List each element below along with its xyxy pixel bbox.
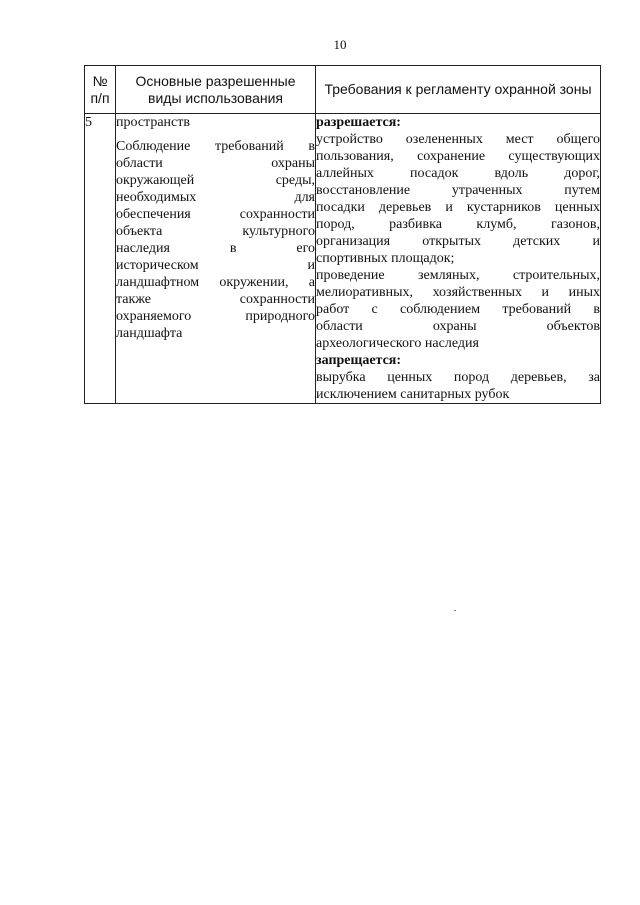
page-number: 10 (333, 37, 347, 52)
table-header-row (85, 66, 601, 114)
forbidden-title: запрещается: (316, 353, 402, 368)
requirements-cell (316, 114, 601, 404)
allowed-line: проведение земляных, строительных, (316, 268, 600, 283)
uses-line: историческом и (116, 258, 315, 273)
allowed-line: области охраны объектов (316, 319, 600, 334)
allowed-line: мелиоративных, хозяйственных и иных (316, 285, 600, 300)
allowed-line: посадки деревьев и кустарников ценных (316, 200, 600, 215)
uses-line: наследия в его (116, 241, 315, 256)
scan-speck (454, 610, 456, 611)
header-requirements: Требования к регламенту охранной зоны (316, 66, 601, 114)
forbidden-line: исключением санитарных рубок (316, 387, 510, 402)
header-uses-line: виды использования (148, 89, 283, 106)
uses-line: охраняемого природного (116, 309, 315, 324)
row-number: 5 (85, 114, 116, 404)
allowed-line: восстановление утраченных путем (316, 183, 600, 198)
allowed-line: пород, разбивка клумб, газонов, (316, 217, 600, 232)
header-number-line: № (92, 72, 108, 89)
header-number (85, 66, 116, 114)
table-row (85, 114, 601, 404)
allowed-line: организация открытых детских и (316, 234, 600, 249)
uses-line: ландшафта (116, 326, 183, 341)
allowed-line: пользования, сохранение существующих (316, 149, 600, 164)
uses-line: также сохранности (116, 292, 315, 307)
uses-line: объекта культурного (116, 224, 315, 239)
allowed-line: работ с соблюдением требований в (316, 302, 600, 317)
uses-line: Соблюдение требований в (116, 139, 315, 154)
allowed-line: археологического наследия (316, 336, 479, 351)
header-uses-line: Основные разрешенные (135, 72, 296, 89)
uses-cell (116, 114, 316, 404)
allowed-line: аллейных посадок вдоль дорог, (316, 166, 600, 181)
uses-line: области охраны (116, 156, 315, 171)
uses-first-line: пространств (116, 115, 190, 130)
header-number-line: п/п (90, 89, 110, 106)
header-uses (116, 66, 316, 114)
allowed-line: спортивных площадок; (316, 251, 455, 266)
allowed-title: разрешается: (316, 115, 401, 130)
uses-line: ландшафтном окружении, а (116, 275, 315, 290)
uses-line: необходимых для (116, 190, 315, 205)
uses-line: окружающей среды, (116, 173, 315, 188)
regulation-table (84, 65, 601, 404)
forbidden-line: вырубка ценных пород деревьев, за (316, 370, 600, 385)
allowed-line: устройство озелененных мест общего (316, 132, 600, 147)
uses-line: обеспечения сохранности (116, 207, 315, 222)
